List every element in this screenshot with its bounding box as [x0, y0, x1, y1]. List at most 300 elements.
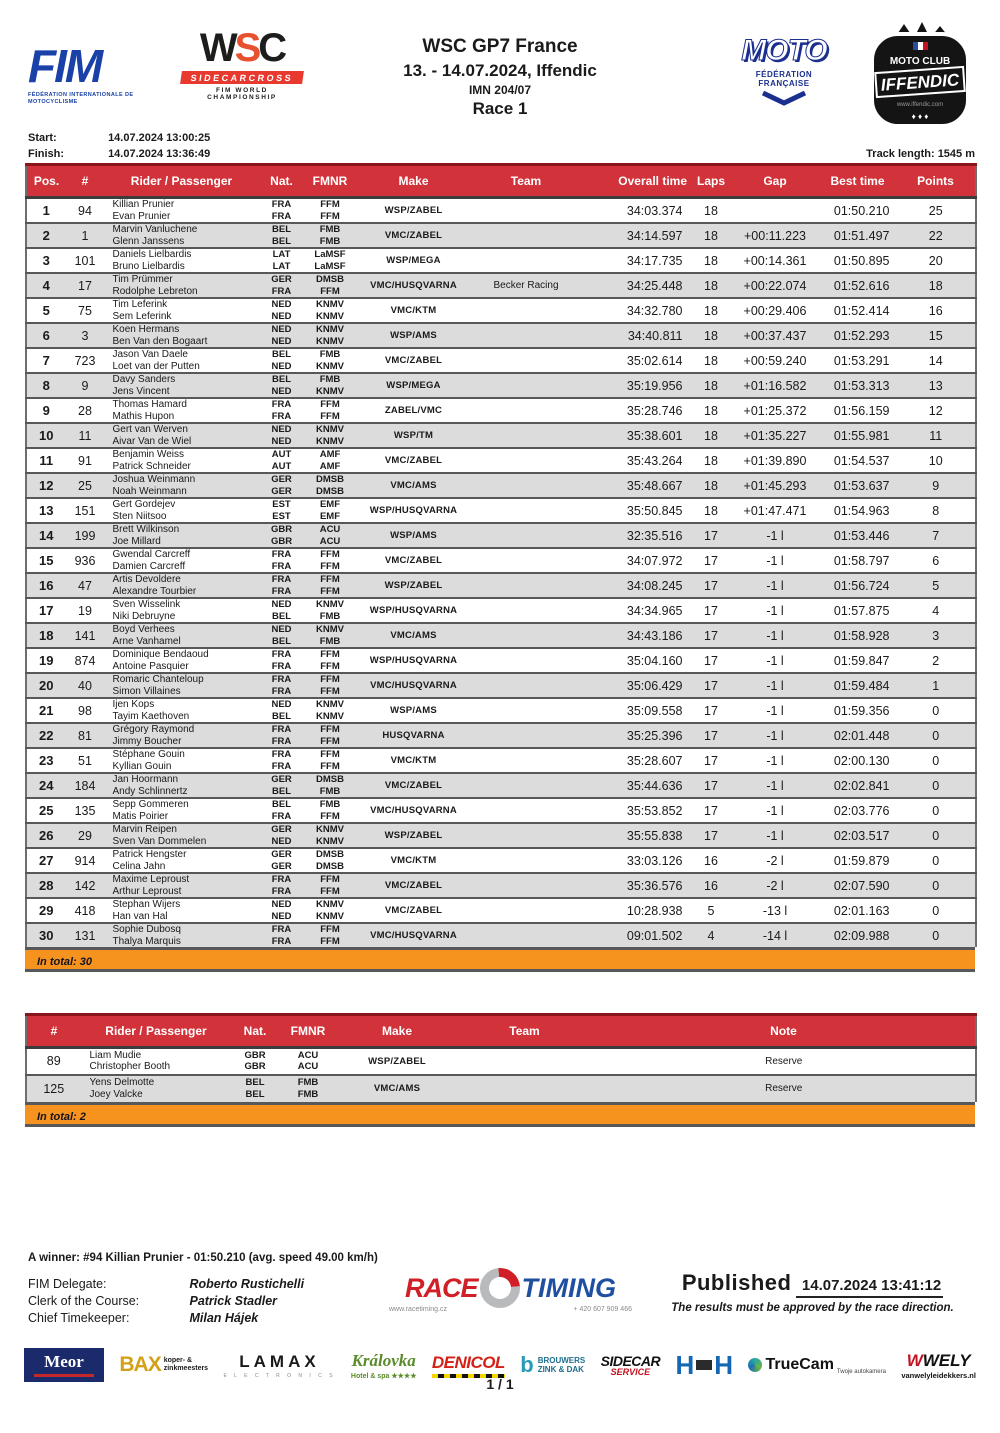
overall-time-cell: 34:34.965 [581, 598, 691, 623]
laps-cell: 17 [691, 598, 731, 623]
laps-cell: 18 [691, 248, 731, 273]
laps-cell: 17 [691, 523, 731, 548]
start-number-cell: 47 [66, 573, 104, 598]
rider-passenger-cell: Sophie Dubosq Thalya Marquis [104, 923, 259, 947]
wsc-sidecarcross-logo [181, 28, 303, 101]
nationality-cell: NED NED [259, 898, 304, 923]
track-length: Track length: 1545 m [866, 148, 975, 160]
nationality-cell: LAT LAT [259, 248, 304, 273]
start-number-cell: 3 [66, 323, 104, 348]
nationality-cell: FRA FRA [259, 548, 304, 573]
overall-time-cell: 35:48.667 [581, 473, 691, 498]
gap-cell: -1 l [731, 548, 819, 573]
racetiming-url: www.racetiming.cz [389, 1306, 447, 1313]
federation-cell: KNMV KNMV [304, 823, 356, 848]
team-cell [471, 423, 581, 448]
make-cell: WSP/HUSQVARNA [356, 598, 471, 623]
make-cell: VMC/ZABEL [356, 773, 471, 798]
overall-time-cell: 34:14.597 [581, 223, 691, 248]
overall-time-cell: 34:40.811 [581, 323, 691, 348]
table-row [26, 1075, 976, 1102]
federation-cell: KNMV KNMV [304, 298, 356, 323]
make-cell: WSP/MEGA [356, 248, 471, 273]
position-cell: 5 [26, 298, 66, 323]
make-cell: VMC/ZABEL [356, 223, 471, 248]
best-time-cell: 01:51.497 [819, 223, 896, 248]
team-cell [471, 248, 581, 273]
laps-cell: 18 [691, 473, 731, 498]
event-imn: IMN 204/07 [468, 83, 532, 97]
team-cell [471, 548, 581, 573]
best-time-cell: 01:54.963 [819, 498, 896, 523]
table-row [26, 248, 976, 273]
col-overall-time: Overall time [581, 165, 691, 198]
nationality-cell: GER FRA [259, 273, 304, 298]
laps-cell: 4 [691, 923, 731, 947]
position-cell: 3 [26, 248, 66, 273]
gap-cell: -1 l [731, 773, 819, 798]
start-number-cell: 51 [66, 748, 104, 773]
gap-cell: +00:11.223 [731, 223, 819, 248]
laps-cell: 18 [691, 348, 731, 373]
start-number-cell: 131 [66, 923, 104, 947]
hh-sidecar-icon [696, 1360, 712, 1370]
team-cell [457, 1075, 592, 1102]
position-cell: 24 [26, 773, 66, 798]
team-cell [471, 298, 581, 323]
overall-time-cell: 34:08.245 [581, 573, 691, 598]
event-title: WSC GP7 France [422, 36, 578, 57]
overall-time-cell: 35:19.956 [581, 373, 691, 398]
federation-cell: FMB FMB [279, 1075, 337, 1102]
overall-time-cell: 35:28.607 [581, 748, 691, 773]
table-row [26, 723, 976, 748]
team-cell [471, 448, 581, 473]
laps-cell: 18 [704, 203, 718, 218]
make-cell: VMC/HUSQVARNA [356, 798, 471, 823]
start-number-cell: 151 [66, 498, 104, 523]
rider-passenger-cell: Stephan Wijers Han van Hal [104, 898, 259, 923]
best-time-cell: 01:59.847 [819, 648, 896, 673]
make-cell: VMC/AMS [356, 473, 471, 498]
overall-time-cell: 35:02.614 [581, 348, 691, 373]
team-cell [471, 873, 581, 898]
nationality-cell: FRA FRA [271, 199, 292, 222]
team-cell [471, 323, 581, 348]
col-number: # [66, 165, 104, 198]
official-value: Roberto Rustichelli [189, 1277, 305, 1291]
best-time-cell: 01:56.159 [819, 398, 896, 423]
best-time-cell: 02:07.590 [819, 873, 896, 898]
points-cell: 8 [896, 498, 976, 523]
table-row [26, 298, 976, 323]
page-number: 1 / 1 [486, 1376, 514, 1392]
points-cell: 18 [896, 273, 976, 298]
nationality-cell: NED BEL [259, 623, 304, 648]
laps-cell: 18 [691, 298, 731, 323]
points-cell: 12 [896, 398, 976, 423]
sponsor-denicol-logo: DENICOL [432, 1353, 505, 1378]
overall-time-cell: 09:01.502 [581, 923, 691, 947]
team-cell [471, 373, 581, 398]
table-row [26, 698, 976, 723]
start-number-cell: 17 [66, 273, 104, 298]
points-cell: 6 [896, 548, 976, 573]
col-nat: Nat. [231, 1015, 279, 1048]
gap-cell: +01:25.372 [731, 398, 819, 423]
overall-time-cell: 35:55.838 [581, 823, 691, 848]
federation-cell: DMSB DMSB [304, 848, 356, 873]
officials-block [28, 1276, 304, 1327]
points-cell: 0 [896, 823, 976, 848]
table-row [26, 1048, 976, 1075]
overall-time-cell: 35:50.845 [581, 498, 691, 523]
published-datetime: 14.07.2024 13:41:12 [796, 1277, 943, 1298]
laps-cell: 18 [691, 398, 731, 423]
start-number-cell: 914 [66, 848, 104, 873]
make-cell: WSP/TM [356, 423, 471, 448]
published-label: Published [681, 1270, 792, 1295]
nationality-cell: FRA FRA [259, 873, 304, 898]
position-cell: 19 [26, 648, 66, 673]
nationality-cell: EST EST [259, 498, 304, 523]
federation-cell: FFM FFM [304, 748, 356, 773]
wsc-logo-word: WSC [199, 26, 285, 70]
federation-cell: KNMV KNMV [304, 698, 356, 723]
laps-cell: 17 [691, 748, 731, 773]
gap-cell: -1 l [731, 523, 819, 548]
best-time-cell: 02:03.517 [819, 823, 896, 848]
best-time-cell: 02:03.776 [819, 798, 896, 823]
start-number-cell: 101 [66, 248, 104, 273]
start-number-cell: 9 [66, 373, 104, 398]
col-laps: Laps [691, 165, 731, 198]
federation-cell: FFM FFM [304, 723, 356, 748]
brouwers-drop-icon: b [520, 1352, 534, 1377]
points-cell: 13 [896, 373, 976, 398]
points-cell: 5 [896, 573, 976, 598]
start-number-cell: 142 [66, 873, 104, 898]
event-title-block [320, 36, 680, 119]
team-cell [471, 773, 581, 798]
team-cell [471, 573, 581, 598]
start-number-cell: 75 [66, 298, 104, 323]
table-row [26, 423, 976, 448]
start-number-cell: 11 [66, 423, 104, 448]
overall-time-cell: 35:43.264 [581, 448, 691, 473]
gap-cell: +01:39.890 [731, 448, 819, 473]
table-row [26, 348, 976, 373]
official-row [28, 1310, 304, 1327]
start-number-cell: 936 [66, 548, 104, 573]
position-cell: 27 [26, 848, 66, 873]
federation-cell: DMSB FMB [304, 773, 356, 798]
overall-time-cell: 35:06.429 [581, 673, 691, 698]
team-cell [471, 348, 581, 373]
nationality-cell: BEL NED [259, 373, 304, 398]
overall-time-cell: 35:44.636 [581, 773, 691, 798]
points-cell: 0 [896, 898, 976, 923]
sponsor-lamax-logo: LAMAX E L E C T R O N I C S [223, 1351, 336, 1379]
gap-cell: -14 l [731, 923, 819, 947]
make-cell: WSP/MEGA [356, 373, 471, 398]
best-time-cell: 01:59.879 [819, 848, 896, 873]
points-cell: 4 [896, 598, 976, 623]
rider-passenger-cell: Artis Devoldere Alexandre Tourbier [104, 573, 259, 598]
rider-passenger-cell: Jan Hoormann Andy Schlinnertz [104, 773, 259, 798]
start-number-cell: 40 [66, 673, 104, 698]
nationality-cell: GER GER [259, 473, 304, 498]
col-make: Make [337, 1015, 457, 1048]
overall-time-cell: 35:09.558 [581, 698, 691, 723]
make-cell: WSP/ZABEL [356, 823, 471, 848]
col-fmnr: FMNR [304, 165, 356, 198]
rider-passenger-cell: Ijen Kops Tayim Kaethoven [104, 698, 259, 723]
best-time-cell: 02:02.841 [819, 773, 896, 798]
make-cell: WSP/AMS [356, 698, 471, 723]
reserve-table-section [25, 1013, 975, 1127]
team-cell [471, 923, 581, 947]
table-row [26, 773, 976, 798]
laps-cell: 17 [691, 773, 731, 798]
start-value: 14.07.2024 13:00:25 [108, 132, 211, 144]
event-date-location: 13. - 14.07.2024, Iffendic [403, 61, 597, 80]
reserve-table [25, 1013, 977, 1102]
position-cell: 23 [26, 748, 66, 773]
federation-cell: ACU ACU [297, 1049, 319, 1073]
gap-cell: +01:35.227 [731, 423, 819, 448]
position-cell: 6 [26, 323, 66, 348]
col-pos: Pos. [26, 165, 66, 198]
overall-time-cell: 35:53.852 [581, 798, 691, 823]
team-cell [471, 673, 581, 698]
finish-label: Finish: [28, 148, 65, 160]
start-number-cell: 184 [66, 773, 104, 798]
best-time-cell: 01:59.484 [819, 673, 896, 698]
nationality-cell: GER GER [259, 848, 304, 873]
finish-value: 14.07.2024 13:36:49 [108, 148, 211, 160]
position-cell: 18 [26, 623, 66, 648]
rider-passenger-cell: Liam Mudie Christopher Booth [89, 1049, 171, 1073]
federation-cell: FFM FFM [304, 873, 356, 898]
overall-time-cell: 34:43.186 [581, 623, 691, 648]
racetiming-logo [383, 1268, 638, 1313]
finish-time-row [28, 148, 210, 160]
approval-note: The results must be approved by the race direction. [671, 1302, 954, 1314]
ffm-logo-word: MOTO [741, 34, 827, 67]
sponsor-wely-logo: WWELY vanwelyleidekkers.nl [901, 1350, 976, 1380]
laps-cell: 18 [691, 323, 731, 348]
laps-cell: 18 [691, 223, 731, 248]
rider-passenger-cell: Killian Prunier Evan Prunier [112, 199, 175, 222]
gap-cell: -2 l [731, 848, 819, 873]
make-cell: VMC/KTM [356, 298, 471, 323]
team-cell [471, 398, 581, 423]
rider-passenger-cell: Patrick Hengster Celina Jahn [104, 848, 259, 873]
laps-cell: 17 [691, 673, 731, 698]
nationality-cell: BEL BEL [259, 223, 304, 248]
federation-cell: FMB KNMV [304, 373, 356, 398]
sponsor-kralovka-logo: Královka Hotel & spa ★★★★ [350, 1350, 417, 1380]
official-row [28, 1293, 304, 1310]
federation-cell: AMF AMF [304, 448, 356, 473]
team-cell [471, 748, 581, 773]
overall-time-cell: 35:04.160 [581, 648, 691, 673]
rider-passenger-cell: Benjamin Weiss Patrick Schneider [104, 448, 259, 473]
rider-passenger-cell: Marvin Reipen Sven Van Dommelen [104, 823, 259, 848]
best-time-cell: 01:58.928 [819, 623, 896, 648]
start-number-cell: 28 [66, 398, 104, 423]
table-row [26, 648, 976, 673]
best-time-cell: 01:53.291 [819, 348, 896, 373]
position-cell: 15 [26, 548, 66, 573]
nationality-cell: NED BEL [259, 698, 304, 723]
wsc-logo-band: SIDECARCROSS [180, 71, 304, 84]
svg-text:♦ ♦ ♦: ♦ ♦ ♦ [911, 112, 929, 121]
make-cell: VMC/ZABEL [356, 548, 471, 573]
best-time-cell: 01:53.637 [819, 473, 896, 498]
best-time-cell: 01:56.724 [819, 573, 896, 598]
race-number: Race 1 [472, 99, 528, 118]
nationality-cell: FRA FRA [259, 398, 304, 423]
federation-cell: FMB FFM [304, 798, 356, 823]
reserve-total-bar: In total: 2 [25, 1102, 975, 1127]
gap-cell: +00:22.074 [731, 273, 819, 298]
nationality-cell: BEL NED [259, 348, 304, 373]
note-cell: Reserve [592, 1075, 976, 1102]
official-label: FIM Delegate: [28, 1277, 107, 1291]
nationality-cell: FRA FRA [259, 923, 304, 947]
best-time-cell: 02:01.163 [819, 898, 896, 923]
table-row [26, 898, 976, 923]
nationality-cell: NED NED [259, 298, 304, 323]
nationality-cell: BEL BEL [231, 1075, 279, 1102]
make-cell: VMC/HUSQVARNA [356, 923, 471, 947]
position-cell: 29 [26, 898, 66, 923]
points-cell: 20 [896, 248, 976, 273]
federation-cell: FMB FMB [304, 223, 356, 248]
start-number-cell: 89 [46, 1054, 61, 1069]
table-row [26, 848, 976, 873]
ffm-logo [728, 36, 840, 111]
gap-cell: -1 l [731, 823, 819, 848]
nationality-cell: FRA FRA [259, 723, 304, 748]
start-number-cell: 723 [66, 348, 104, 373]
laps-cell: 16 [691, 848, 731, 873]
col-gap: Gap [731, 165, 819, 198]
col-rider-passenger: Rider / Passenger [104, 165, 259, 198]
table-row [26, 673, 976, 698]
nationality-cell: FRA FRA [259, 573, 304, 598]
make-cell: VMC/AMS [356, 623, 471, 648]
col-make: Make [356, 165, 471, 198]
start-number-cell: 141 [66, 623, 104, 648]
gap-cell: -1 l [731, 798, 819, 823]
make-cell: WSP/HUSQVARNA [356, 498, 471, 523]
gap-cell: -1 l [731, 748, 819, 773]
team-cell [471, 898, 581, 923]
federation-cell: FFM FFM [304, 673, 356, 698]
iffendic-badge-url: www.iffendic.com [896, 102, 944, 108]
rider-passenger-cell: Sepp Gommeren Matis Poirier [104, 798, 259, 823]
federation-cell: ACU ACU [304, 523, 356, 548]
position-cell: 20 [26, 673, 66, 698]
federation-cell: KNMV FMB [304, 623, 356, 648]
laps-cell: 5 [691, 898, 731, 923]
make-cell: VMC/ZABEL [356, 873, 471, 898]
team-cell [471, 798, 581, 823]
nationality-cell: FRA FRA [259, 673, 304, 698]
points-cell: 25 [928, 203, 943, 218]
points-cell: 22 [896, 223, 976, 248]
make-cell: WSP/ZABEL [384, 205, 443, 216]
reserve-header-row [26, 1015, 976, 1048]
fim-logo-word: FIM [28, 40, 102, 92]
table-row [26, 273, 976, 298]
points-cell: 11 [896, 423, 976, 448]
results-table-section [25, 163, 975, 972]
fim-logo-subtext: FÉDÉRATION INTERNATIONALE DE MOTOCYCLISME [28, 92, 134, 105]
published-block [645, 1270, 980, 1314]
overall-time-cell: 35:38.601 [581, 423, 691, 448]
rider-passenger-cell: Sven Wisselink Niki Debruyne [104, 598, 259, 623]
start-label: Start: [28, 132, 57, 144]
make-cell: WSP/AMS [356, 323, 471, 348]
team-cell [471, 698, 581, 723]
team-cell [471, 823, 581, 848]
federation-cell: FFM FFM [304, 548, 356, 573]
team-cell [471, 498, 581, 523]
position-cell: 11 [26, 448, 66, 473]
start-number-cell: 418 [66, 898, 104, 923]
start-number-cell: 94 [78, 203, 92, 218]
rider-passenger-cell: Brett Wilkinson Joe Millard [104, 523, 259, 548]
note-cell: Reserve [765, 1055, 803, 1067]
points-cell: 15 [896, 323, 976, 348]
rider-passenger-cell: Yens Delmotte Joey Valcke [81, 1075, 231, 1102]
truecam-circle-icon [748, 1358, 762, 1372]
rider-passenger-cell: Davy Sanders Jens Vincent [104, 373, 259, 398]
col-number: # [26, 1015, 81, 1048]
gap-cell: -1 l [731, 698, 819, 723]
points-cell: 16 [896, 298, 976, 323]
best-time-cell: 01:55.981 [819, 423, 896, 448]
federation-cell: DMSB FFM [304, 273, 356, 298]
best-time-cell: 01:53.313 [819, 373, 896, 398]
start-number-cell: 135 [66, 798, 104, 823]
table-row [26, 623, 976, 648]
best-time-cell: 01:58.797 [819, 548, 896, 573]
gap-cell: +00:14.361 [731, 248, 819, 273]
racetiming-word-timing: TIMING [521, 1272, 616, 1303]
nationality-cell: AUT AUT [259, 448, 304, 473]
points-cell: 0 [896, 923, 976, 947]
position-cell: 26 [26, 823, 66, 848]
sponsor-sidecar-service-logo: SIDECAR SERVICE [600, 1353, 661, 1377]
position-cell: 1 [42, 203, 50, 218]
federation-cell: FFM FFM [304, 573, 356, 598]
federation-cell: KNMV KNMV [304, 323, 356, 348]
position-cell: 2 [26, 223, 66, 248]
position-cell: 10 [26, 423, 66, 448]
federation-cell: KNMV KNMV [304, 898, 356, 923]
rider-passenger-cell: Joshua Weinmann Noah Weinmann [104, 473, 259, 498]
nationality-cell: GBR GBR [259, 523, 304, 548]
gap-cell: -1 l [731, 673, 819, 698]
table-row [26, 548, 976, 573]
results-header-row [26, 165, 976, 198]
sponsor-brouwers-logo: b BROUWERS ZINK & DAK [520, 1352, 586, 1377]
